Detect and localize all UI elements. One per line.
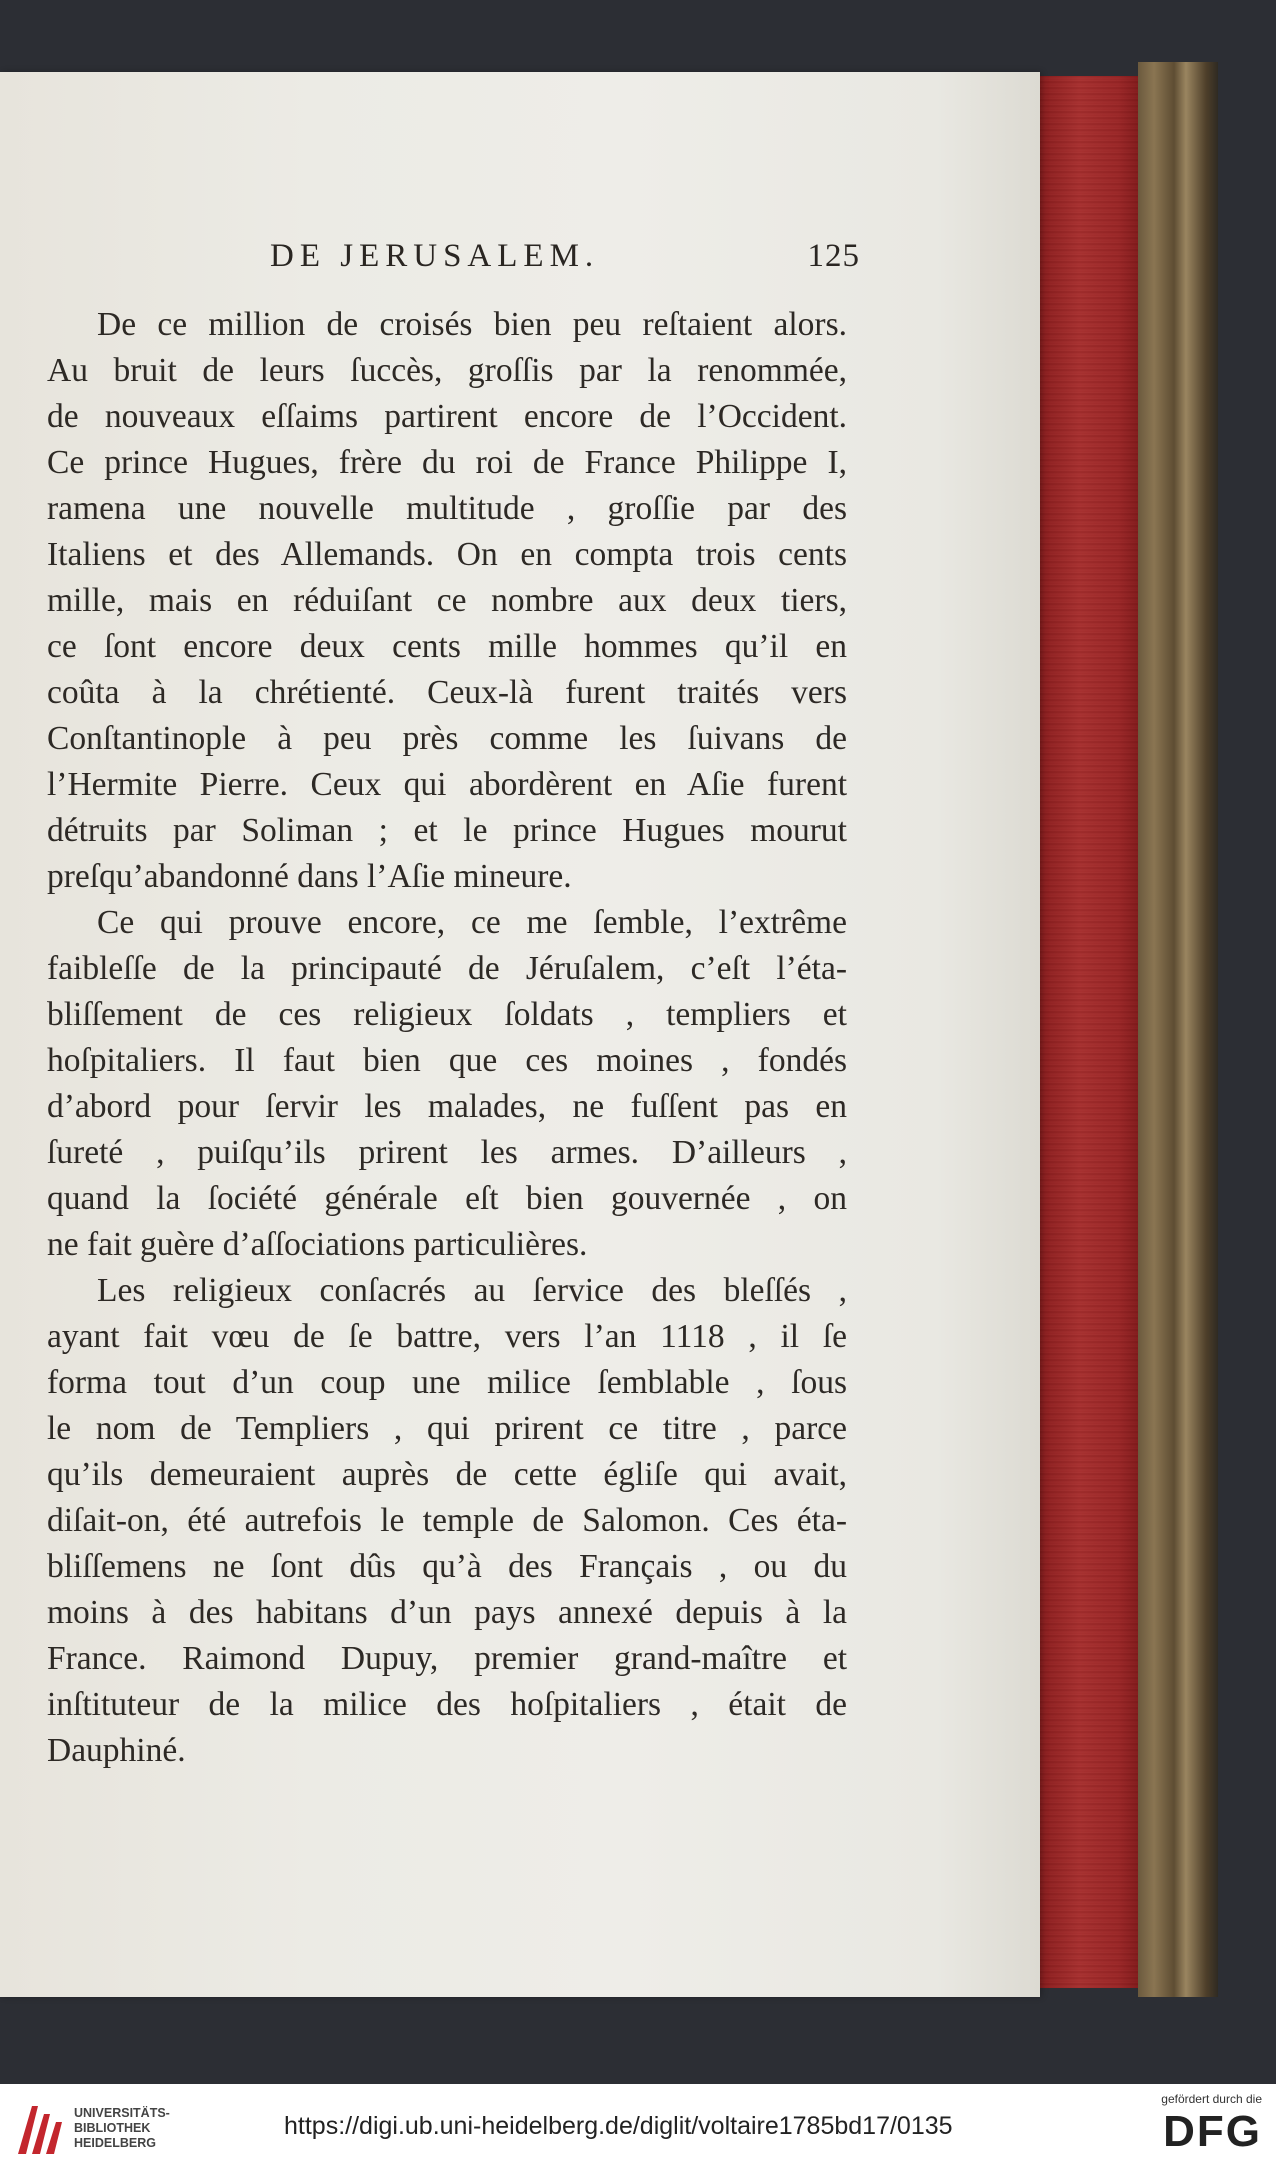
funding-credit [1132,2092,1262,2158]
text-line: bliſſemens ne ſont dûs qu’à des Français , ou du [47,1548,847,1585]
text-line: Les religieux conſacrés au ſervice des bleſſés , [97,1272,847,1309]
text-line: Ce qui prouve encore, ce me ſemble, l’extrême [97,904,847,941]
running-header [270,238,860,278]
text-line: mille, mais en réduiſant ce nombre aux deux tiers, [47,582,847,619]
dfg-logo: DFG [1163,2107,1262,2156]
text-line: inſtituteur de la milice des hoſpitaliers , était de [47,1686,847,1723]
page-number: 125 [807,238,860,274]
viewer-footer [0,2084,1276,2174]
text-line: diſait-on, été autrefois le temple de Salomon. Ces éta- [47,1502,847,1539]
text-line: bliſſement de ces religieux ſoldats , templiers et [47,996,847,1033]
text-line: moins à des habitans d’un pays annexé depuis à la [47,1594,847,1631]
running-title: DE JERUSALEM. [270,238,600,274]
paragraph [47,900,847,1268]
text-line: Au bruit de leurs ſuccès, groſſis par la renommée, [47,352,847,389]
text-line: de nouveaux eſſaims partirent encore de l’Occident. [47,398,847,435]
text-line: preſqu’abandonné dans l’Aſie mineure. [47,858,572,895]
text-line: forma tout d’un coup une milice ſemblable , ſous [47,1364,847,1401]
text-line: d’abord pour ſervir les malades, ne fuſſent pas en [47,1088,847,1125]
text-line: De ce million de croisés bien peu reſtaient alors. [97,306,847,343]
library-line: HEIDELBERG [74,2136,156,2150]
text-line: quand la ſociété générale eſt bien gouvernée , on [47,1180,847,1217]
text-line: ramena une nouvelle multitude , groſſie par des [47,490,847,527]
text-line: Dauphiné. [47,1732,186,1769]
paragraph [47,302,847,900]
library-line: UNIVERSITÄTS- [74,2106,170,2120]
text-line: faibleſſe de la principauté de Jéruſalem, c’eſt l’éta- [47,950,847,987]
text-line: ſureté , puiſqu’ils prirent les armes. D’ailleurs , [47,1134,847,1171]
text-line: ne fait guère d’aſſociations particulières. [47,1226,588,1263]
book-spine [1138,62,1218,1997]
page-edges [1040,76,1138,1988]
text-line: Ce prince Hugues, frère du roi de France Philippe I, [47,444,847,481]
paragraph [47,1268,847,1774]
library-logo-icon [14,2100,68,2158]
text-line: France. Raimond Dupuy, premier grand-maître et [47,1640,847,1677]
text-line: le nom de Templiers , qui prirent ce titre , parce [47,1410,847,1447]
funding-note: gefördert durch die [1161,2092,1262,2106]
text-line: hoſpitaliers. Il faut bien que ces moines , fondés [47,1042,847,1079]
text-line: ayant fait vœu de ſe battre, vers l’an 1118 , il ſe [47,1318,847,1355]
text-line: Conſtantinople à peu près comme les ſuivans de [47,720,847,757]
text-line: l’Hermite Pierre. Ceux qui abordèrent en Aſie furent [47,766,847,803]
text-line: ce ſont encore deux cents mille hommes qu’il en [47,628,847,665]
text-line: détruits par Soliman ; et le prince Hugues mourut [47,812,847,849]
text-line: Italiens et des Allemands. On en compta trois cents [47,536,847,573]
library-line: BIBLIOTHEK [74,2121,151,2135]
text-line: coûta à la chrétienté. Ceux-là furent traités vers [47,674,847,711]
body-text [47,302,847,1774]
bleed-through [910,282,1030,1782]
library-name [74,2106,170,2151]
text-line: qu’ils demeuraient auprès de cette égliſe qui avait, [47,1456,847,1493]
permalink-url[interactable]: https://digi.ub.uni-heidelberg.de/diglit/voltaire1785bd17/0135 [284,2112,953,2140]
